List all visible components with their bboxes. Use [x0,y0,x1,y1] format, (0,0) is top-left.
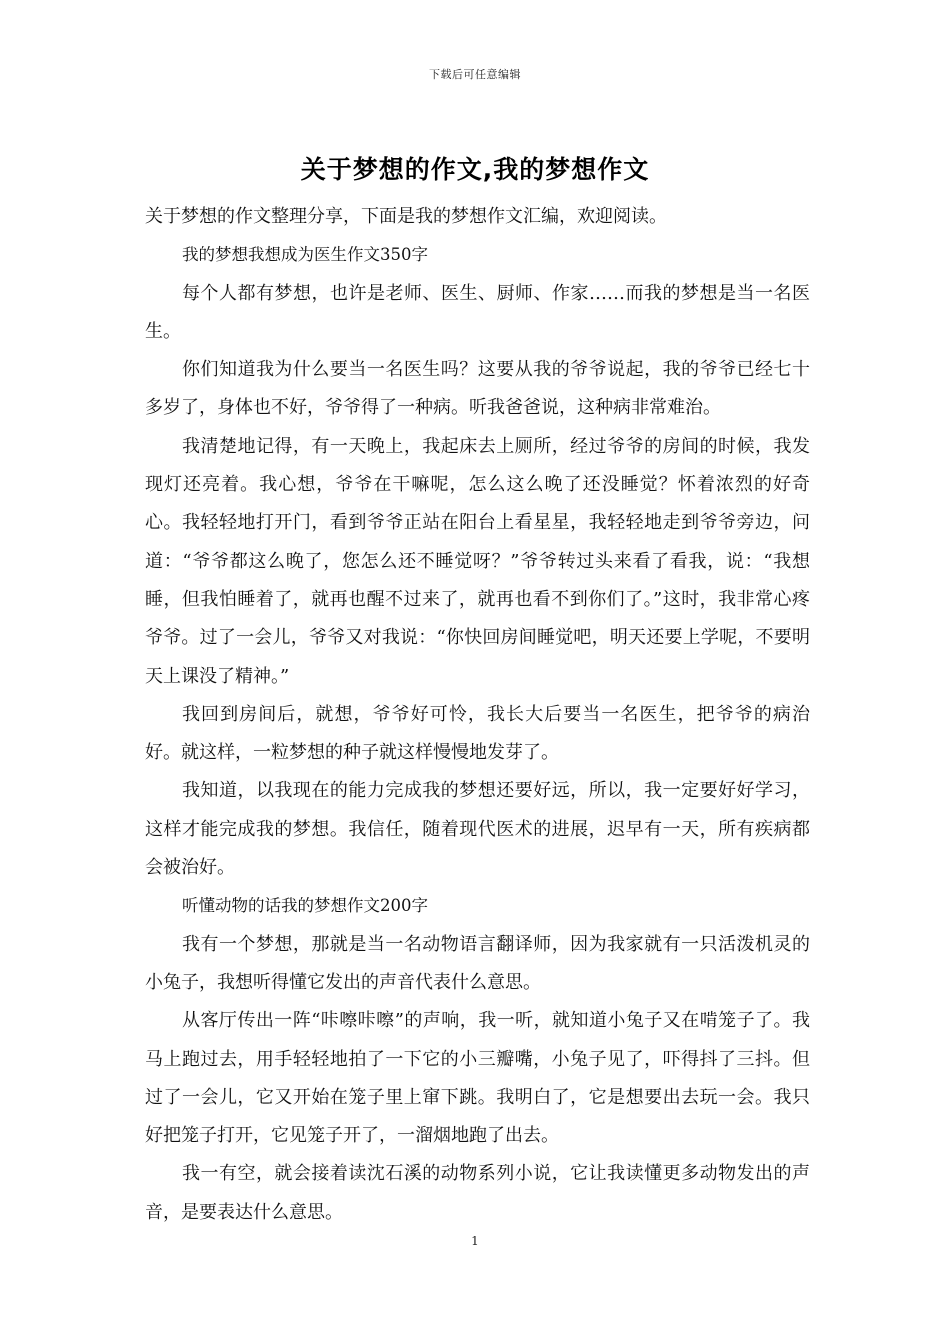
essay-1-heading: 我的梦想我想成为医生作文350字 [182,245,428,265]
essay-1-paragraph: 我知道，以我现在的能力完成我的梦想还要好远，所以，我一定要好好学习，这样才能完成我的梦想。我信任，随着现代医术的进展，迟早有一天，所有疾病都会被治好。 [145,780,810,879]
essay-1-paragraph: 我回到房间后，就想，爷爷好可怜，我长大后要当一名医生，把爷爷的病治好。就这样，一粒梦想的种子就这样慢慢地发芽了。 [145,703,810,764]
essay-2-paragraph: 从客厅传出一阵“咔嚓咔嚓”的声响，我一听，就知道小兔子又在啃笼子了。我马上跑过去，用手轻轻地拍了一下它的小三瓣嘴，小兔子见了，吓得抖了三抖。但过了一会儿，它又开始在笼子里上窜下跳。我明白了，它是想要出去玩一会。我只好把笼子打开，它见笼子开了，一溜烟地跑了出去。 [145,1010,810,1147]
header-note: 下载后可任意编辑 [429,68,521,81]
essay-2-paragraph: 我一有空，就会接着读沈石溪的动物系列小说，它让我读懂更多动物发出的声音，是要表达什么意思。 [145,1163,810,1223]
intro-paragraph: 关于梦想的作文整理分享，下面是我的梦想作文汇编，欢迎阅读。 [145,206,667,227]
page-number: 1 [471,1234,479,1248]
essay-1-paragraph: 我清楚地记得，有一天晚上，我起床去上厕所，经过爷爷的房间的时候，我发现灯还亮着。我心想，爷爷在干嘛呢，怎么这么晚了还没睡觉？怀着浓烈的好奇心。我轻轻地打开门，看到爷爷正站在阳台上看星星，我轻轻地走到爷爷旁边，问道：“爷爷都这么晚了，您怎么还不睡觉呀？”爷爷转过头来看了看我，说：“我想睡，但我怕睡着了，就再也醒不过来了，就再也看不到你们了。”这时，我非常心疼爷爷。过了一会儿，爷爷又对我说：“你快回房间睡觉吧，明天还要上学呢，不要明天上课没了精神。” [145,435,810,687]
essay-2-paragraph: 我有一个梦想，那就是当一名动物语言翻译师，因为我家就有一只活泼机灵的小兔子，我想听得懂它发出的声音代表什么意思。 [145,933,810,993]
essay-1-paragraph: 每个人都有梦想，也许是老师、医生、厨师、作家……而我的梦想是当一名医生。 [145,282,810,342]
document-body [145,198,810,1232]
document-title: 关于梦想的作文,我的梦想作文 [300,155,650,184]
essay-1-paragraph: 你们知道我为什么要当一名医生吗？这要从我的爷爷说起，我的爷爷已经七十多岁了，身体也不好，爷爷得了一种病。听我爸爸说，这种病非常难治。 [145,359,810,419]
essay-2-heading: 听懂动物的话我的梦想作文200字 [182,896,428,916]
